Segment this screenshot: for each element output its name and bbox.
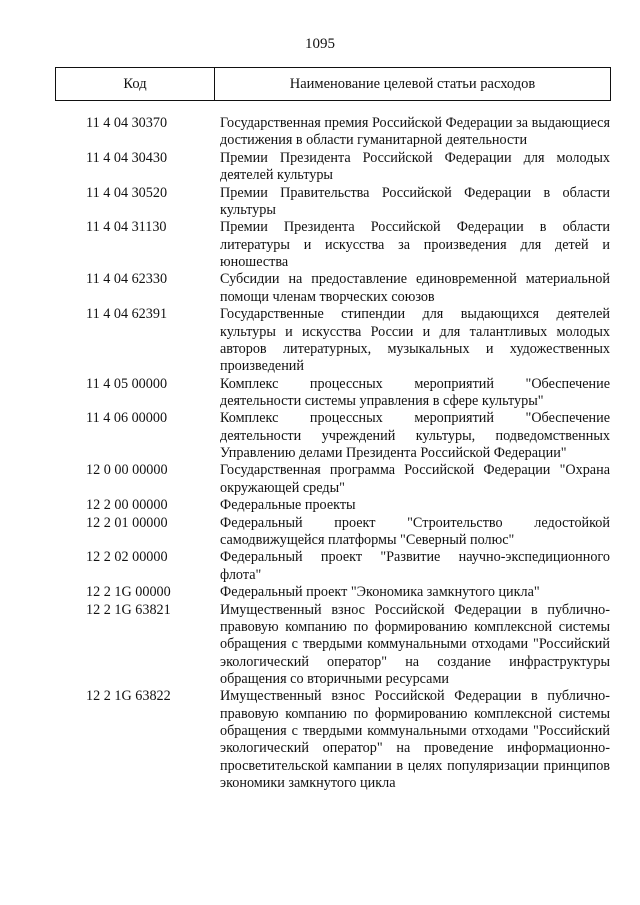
row-name: Федеральный проект "Экономика замкнутого цикла" [220,584,540,601]
table-row [0,497,640,514]
table-row [0,410,640,462]
row-code: 11 4 04 30520 [86,184,168,201]
row-name: Премии Президента Российской Федерации для молодых деятелей культуры [220,149,610,184]
row-name: Федеральный проект "Развитие научно-экспедиционного флота" [220,549,610,583]
row-code: 11 4 06 00000 [86,410,168,427]
row-name: Государственные стипендии для выдающихся деятелей культуры и искусства России и для талантливых молодых авторов литературных, музыкальных и художественных произведений [220,306,610,375]
table-row [0,306,640,375]
row-name: Комплекс процессных мероприятий "Обеспечение деятельности системы управления в сфере культуры" [220,375,610,409]
row-name: Премии Правительства Российской Федерации в области культуры [220,184,610,218]
row-code: 11 4 04 31130 [86,219,167,236]
table-row [0,115,640,150]
table-row [0,185,640,220]
row-name: Имущественный взнос Российской Федерации в публично-правовую компанию по формированию комплексной системы обращения с твердыми коммунальными отходами "Российский экологический оператор" на создание инфраструктуры обращения со вторичными ресурсами [220,601,610,687]
row-name: Комплекс процессных мероприятий "Обеспечение деятельности учреждений культуры, подведомственных Управлению делами Президента Российской Федерации" [220,410,610,461]
row-name: Федеральный проект "Строительство ледостойкой самодвижущейся платформы "Северный полюс" [220,514,610,548]
row-code: 12 2 1G 63822 [86,688,171,705]
table-row [0,549,640,584]
table-header [55,67,611,101]
row-code: 12 2 00 00000 [86,497,168,514]
table-row [0,462,640,497]
page-number: 1095 [305,36,335,52]
row-name: Государственная программа Российской Федерации "Охрана окружающей среды" [220,462,610,496]
header-name: Наименование целевой статьи расходов [289,75,536,92]
table-row [0,688,640,792]
row-code: 12 2 02 00000 [86,549,168,566]
table-row [0,150,640,185]
table-row [0,602,640,688]
row-name: Субсидии на предоставление единовременной материальной помощи членам творческих союзов [220,271,610,305]
table-row [0,219,640,271]
row-name: Федеральные проекты [220,497,356,514]
row-name: Государственная премия Российской Федерации за выдающиеся достижения в области гуманитарной деятельности [220,115,610,149]
row-code: 12 0 00 00000 [86,462,168,479]
row-name: Премии Президента Российской Федерации в области литературы и искусства за произведения для детей и юношества [220,219,610,270]
row-code: 12 2 1G 00000 [86,584,171,601]
table-row [0,515,640,550]
header-code: Код [56,68,215,100]
row-code: 11 4 04 62330 [86,271,168,288]
row-code: 11 4 04 30430 [86,149,168,166]
table-row [0,376,640,411]
row-code: 12 2 01 00000 [86,514,168,531]
row-code: 11 4 04 30370 [86,115,168,131]
row-code: 11 4 04 62391 [86,306,168,323]
row-code: 12 2 1G 63821 [86,601,171,618]
row-code: 11 4 05 00000 [86,375,168,392]
table-body [0,115,640,792]
table-row [0,584,640,601]
table-row [0,271,640,306]
row-name: Имущественный взнос Российской Федерации в публично-правовую компанию по формированию комплексной системы обращения с твердыми коммунальными отходами "Российский экологический оператор" на проведение информационно-просветительской кампании в целях популяризации принципов экономики замкнутого цикла [220,688,610,791]
